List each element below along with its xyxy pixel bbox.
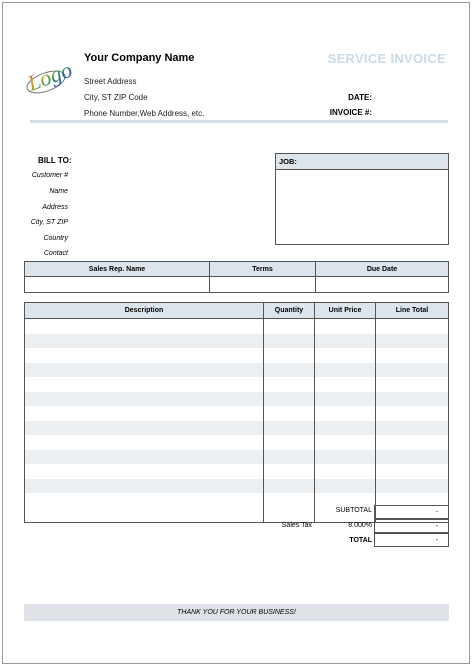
quantity-cell[interactable] (264, 435, 315, 450)
description-cell[interactable] (25, 435, 264, 450)
unit-price-cell[interactable] (315, 421, 376, 436)
sales-rep-header: Sales Rep. Name (25, 262, 210, 277)
description-cell[interactable] (25, 450, 264, 465)
description-cell[interactable] (25, 348, 264, 363)
description-cell[interactable] (25, 493, 264, 508)
bill-to-title: BILL TO: (38, 156, 72, 165)
quantity-cell[interactable] (264, 406, 315, 421)
quantity-cell[interactable] (264, 377, 315, 392)
quantity-cell[interactable] (264, 319, 315, 334)
description-cell[interactable] (25, 363, 264, 378)
unit-price-cell[interactable] (315, 334, 376, 349)
table-row (25, 319, 449, 334)
line-total-header: Line Total (376, 303, 449, 319)
quantity-cell[interactable] (264, 479, 315, 494)
sales-tax-value[interactable]: - (374, 519, 449, 533)
line-total-cell[interactable] (376, 421, 449, 436)
line-total-cell[interactable] (376, 464, 449, 479)
unit-price-cell[interactable] (315, 348, 376, 363)
unit-price-cell[interactable] (315, 363, 376, 378)
description-cell[interactable] (25, 406, 264, 421)
quantity-cell[interactable] (264, 348, 315, 363)
job-field[interactable] (276, 170, 448, 245)
unit-price-cell[interactable] (315, 479, 376, 494)
company-street: Street Address (84, 77, 137, 86)
header-divider (30, 120, 448, 123)
unit-price-cell[interactable] (315, 435, 376, 450)
unit-price-cell[interactable] (315, 392, 376, 407)
description-cell[interactable] (25, 479, 264, 494)
table-row (25, 421, 449, 436)
description-cell[interactable] (25, 421, 264, 436)
subtotal-label: SUBTOTAL (335, 507, 372, 514)
due-date-header: Due Date (316, 262, 449, 277)
total-label: TOTAL (349, 537, 372, 544)
table-row (25, 479, 449, 494)
description-cell[interactable] (25, 392, 264, 407)
line-total-cell[interactable] (376, 406, 449, 421)
sales-tax-label: Sales Tax (281, 522, 312, 529)
bill-to-customer-number: Customer # (31, 172, 68, 179)
table-row (25, 348, 449, 363)
company-name: Your Company Name (84, 52, 195, 64)
table-row (25, 363, 449, 378)
quantity-cell[interactable] (264, 421, 315, 436)
sales-tax-rate[interactable]: 8.000% (348, 522, 372, 529)
line-items-table (24, 302, 449, 523)
thank-you-footer: THANK YOU FOR YOUR BUSINESS! (24, 604, 449, 621)
subtotal-value[interactable]: - (374, 505, 449, 519)
line-total-cell[interactable] (376, 319, 449, 334)
date-label: DATE: (348, 93, 372, 102)
quantity-cell[interactable] (264, 363, 315, 378)
unit-price-cell[interactable] (315, 319, 376, 334)
table-row (25, 377, 449, 392)
quantity-cell[interactable] (264, 334, 315, 349)
invoice-title: SERVICE INVOICE (327, 51, 446, 66)
terms-cell[interactable] (210, 277, 316, 293)
total-value[interactable]: - (374, 533, 449, 547)
unit-price-cell[interactable] (315, 450, 376, 465)
unit-price-cell[interactable] (315, 406, 376, 421)
table-row (25, 435, 449, 450)
description-cell[interactable] (25, 508, 264, 523)
quantity-cell[interactable] (264, 493, 315, 508)
job-box (275, 153, 449, 245)
quantity-cell[interactable] (264, 464, 315, 479)
bill-to-country: Country (43, 235, 68, 242)
line-total-cell[interactable] (376, 479, 449, 494)
description-header: Description (25, 303, 264, 319)
company-logo (24, 50, 76, 100)
description-cell[interactable] (25, 319, 264, 334)
company-city: City, ST ZIP Code (84, 93, 148, 102)
quantity-cell[interactable] (264, 392, 315, 407)
bill-to-address: Address (42, 204, 68, 211)
description-cell[interactable] (25, 334, 264, 349)
bill-to-name: Name (49, 188, 68, 195)
bill-to-city: City, ST ZIP (30, 219, 68, 226)
bill-to-contact: Contact (43, 250, 68, 257)
description-cell[interactable] (25, 377, 264, 392)
table-row (25, 406, 449, 421)
unit-price-cell[interactable] (315, 377, 376, 392)
quantity-cell[interactable] (264, 450, 315, 465)
unit-price-header: Unit Price (315, 303, 376, 319)
table-row (25, 450, 449, 465)
table-row (25, 334, 449, 349)
line-total-cell[interactable] (376, 348, 449, 363)
quantity-header: Quantity (264, 303, 315, 319)
unit-price-cell[interactable] (315, 464, 376, 479)
line-total-cell[interactable] (376, 450, 449, 465)
quantity-cell[interactable] (264, 508, 315, 523)
line-total-cell[interactable] (376, 334, 449, 349)
sales-rep-cell[interactable] (25, 277, 210, 293)
line-total-cell[interactable] (376, 435, 449, 450)
company-contact: Phone Number,Web Address, etc. (84, 109, 205, 118)
line-total-cell[interactable] (376, 392, 449, 407)
table-row (25, 392, 449, 407)
sales-rep-table (24, 261, 449, 293)
invoice-number-label: INVOICE #: (329, 108, 372, 117)
description-cell[interactable] (25, 464, 264, 479)
table-row (25, 464, 449, 479)
logo-text: Logo (24, 56, 76, 96)
due-date-cell[interactable] (316, 277, 449, 293)
line-total-cell[interactable] (376, 363, 449, 378)
terms-header: Terms (210, 262, 316, 277)
unit-price-cell[interactable] (315, 493, 376, 508)
job-title: JOB: (276, 154, 448, 170)
line-total-cell[interactable] (376, 377, 449, 392)
